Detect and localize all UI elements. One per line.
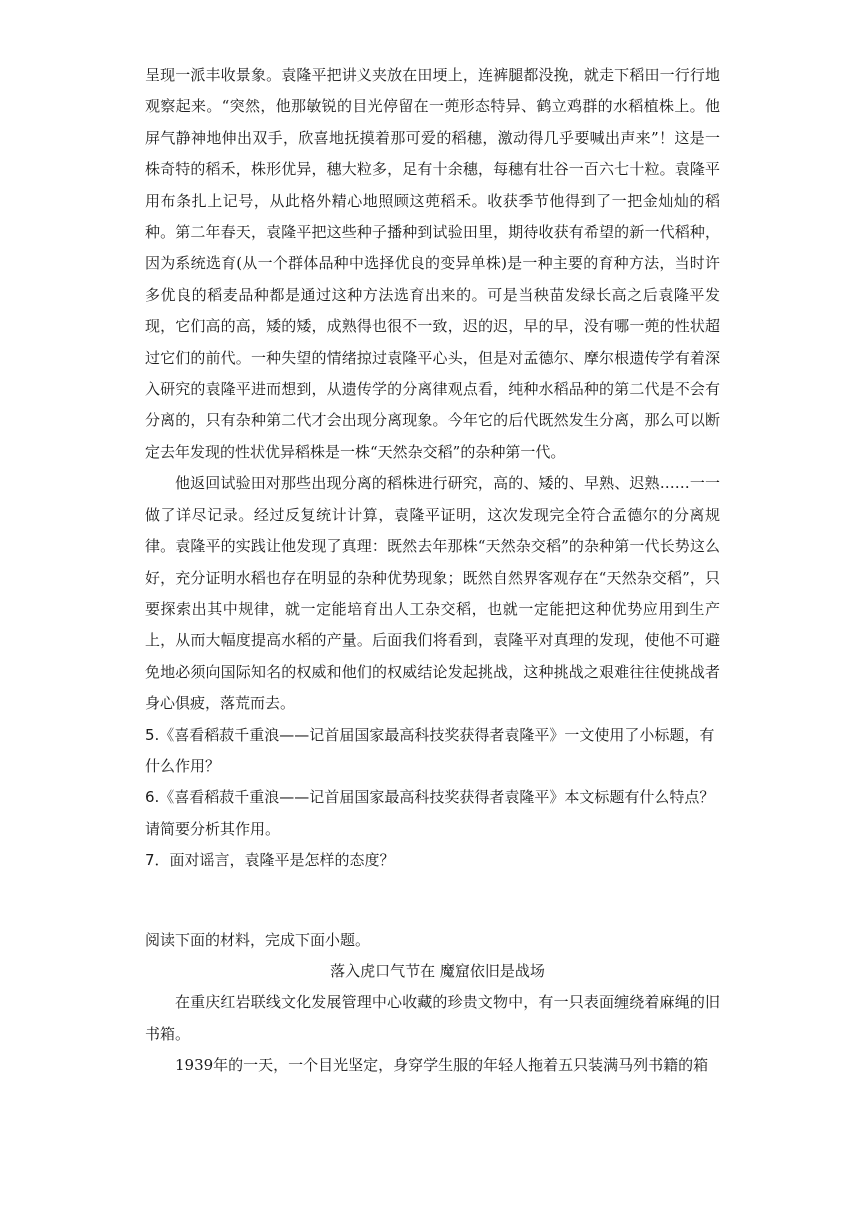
article-title: 落入虎口气节在 魔窟依旧是战场 xyxy=(330,961,545,980)
passage-paragraph-1: 呈现一派丰收景象。袁隆平把讲义夹放在田埂上，连裤腿都没挽，就走下稻田一行行地观察起来。“突然，他那敏锐的目光停留在一蔸形态特异、鹤立鸡群的水稻植株上。他屏气静神地伸出双手，欣喜地抚摸着那可爱的稻穗，激动得几乎要喊出声来”！这是一株奇特的稻禾，株形优异，穗大粒多，足有十余穗，每穗有壮谷一百六七十粒。袁隆平用布条扎上记号，从此格外精心地照顾这蔸稻禾。收获季节他得到了一把金灿灿的稻种。第二年春天，袁隆平把这些种子播种到试验田里，期待收获有希望的新一代稻种，因为系统选育(从一个群体品种中选择优良的变异单株)是一种主要的育种方法，当时许多优良的稻麦品种都是通过这种方法选育出来的。可是当秧苗发绿长高之后袁隆平发现，它们高的高，矮的矮，成熟得也很不一致，迟的迟，早的早，没有哪一蔸的性状超过它们的前代。一种失望的情绪掠过袁隆平心头，但是对孟德尔、摩尔根遗传学有着深入研究的袁隆平进而想到，从遗传学的分离律观点看，纯种水稻品种的第二代是不会有分离的，只有杂种第二代才会出现分离现象。今年它的后代既然发生分离，那么可以断定去年发现的性状优异稻株是一株“天然杂交稻”的杂种第一代。 xyxy=(145,66,720,461)
question-6: 6.《喜看稻菽千重浪——记首届国家最高科技奖获得者袁隆平》本文标题有什么特点？请简要分析其作用。 xyxy=(145,788,715,838)
section-spacer xyxy=(145,877,720,925)
article-paragraph-2: 1939年的一天，一个目光坚定，身穿学生服的年轻人拖着五只装满马列书籍的箱 xyxy=(175,1056,709,1075)
article-paragraph-1: 在重庆红岩联线文化发展管理中心收藏的珍贵文物中，有一只表面缠绕着麻绳的旧书箱。 xyxy=(145,993,720,1043)
question-5: 5.《喜看稻菽千重浪——记首届国家最高科技奖获得者袁隆平》一文使用了小标题，有什么作用？ xyxy=(145,725,715,775)
passage-paragraph-2: 他返回试验田对那些出现分离的稻株进行研究，高的、矮的、早熟、迟熟……一一做了详尽记录。经过反复统计计算，袁隆平证明，这次发现完全符合孟德尔的分离规律。袁隆平的实践让他发现了真理：既然去年那株“天然杂交稻”的杂种第一代长势这么好，充分证明水稻也存在明显的杂种优势现象；既然自然界客观存在“天然杂交稻”，只要探索出其中规律，就一定能培育出人工杂交稻，也就一定能把这种优势应用到生产上，从而大幅度提高水稻的产量。后面我们将看到，袁隆平对真理的发现，使他不可避免地必须向国际知名的权威和他们的权威结论发起挑战，这种挑战之艰难往往使挑战者身心俱疲，落荒而去。 xyxy=(145,474,720,713)
reading-instruction: 阅读下面的材料，完成下面小题。 xyxy=(145,930,371,949)
question-7: 7．面对谣言，袁隆平是怎样的态度？ xyxy=(145,851,395,870)
